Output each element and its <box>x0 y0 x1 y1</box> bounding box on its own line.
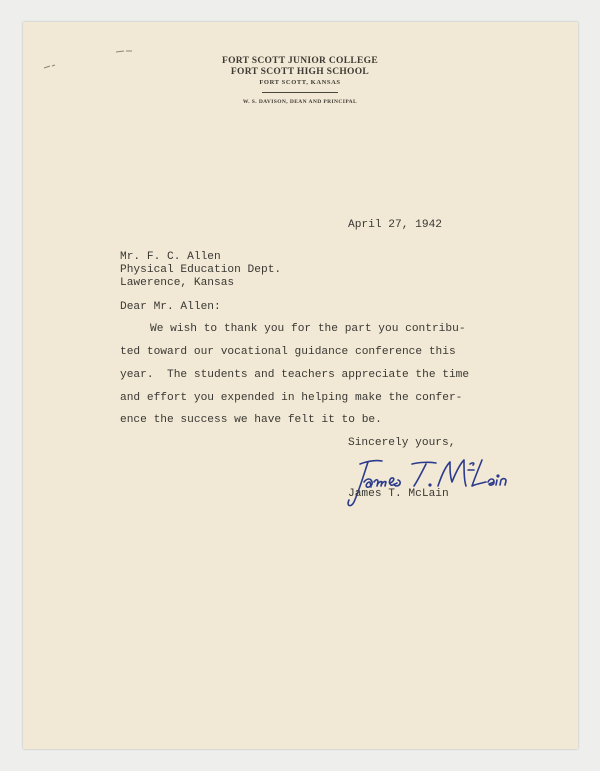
body-line: We wish to thank you for the part you contribu- <box>150 323 466 335</box>
recipient-city: Lawerence, Kansas <box>120 277 235 289</box>
handwritten-signature <box>346 452 516 512</box>
letter-paper <box>23 22 578 749</box>
letterhead-location: FORT SCOTT, KANSAS <box>259 79 341 86</box>
recipient-name: Mr. F. C. Allen <box>120 251 221 263</box>
letter-date: April 27, 1942 <box>348 219 442 231</box>
body-line: ted toward our vocational guidance conference this <box>120 346 456 358</box>
signer-name: James T. McLain <box>348 488 449 500</box>
closing: Sincerely yours, <box>348 437 456 449</box>
body-line: ence the success we have felt it to be. <box>120 414 382 426</box>
letterhead-divider <box>262 92 338 93</box>
body-line: year. The students and teachers appreciate the time <box>120 369 470 381</box>
letterhead-college: FORT SCOTT JUNIOR COLLEGE <box>222 56 378 66</box>
body-line: and effort you expended in helping make the confer- <box>120 392 463 404</box>
salutation: Dear Mr. Allen: <box>120 301 221 313</box>
recipient-department: Physical Education Dept. <box>120 264 282 276</box>
letterhead-officer: W. S. DAVISON, DEAN AND PRINCIPAL <box>242 99 358 105</box>
letterhead-high-school: FORT SCOTT HIGH SCHOOL <box>230 67 370 77</box>
